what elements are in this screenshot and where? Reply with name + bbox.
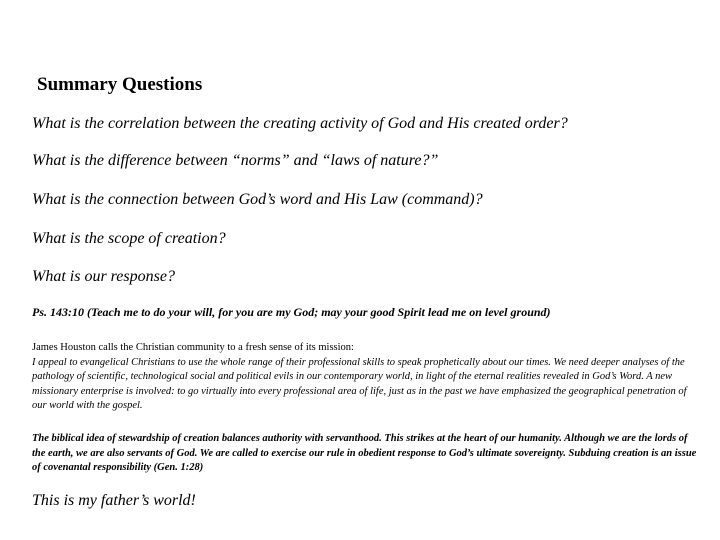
question-our-response: What is our response? bbox=[32, 268, 175, 285]
question-scope-of-creation: What is the scope of creation? bbox=[32, 230, 226, 247]
question-correlation: What is the correlation between the creating activity of God and His created order? bbox=[32, 115, 568, 132]
houston-paragraph bbox=[32, 341, 702, 414]
stewardship-paragraph: The biblical idea of stewardship of creation balances authority with servanthood. This strikes at the heart of our humanity. Although we are the lords of the earth, we are also servants of God. We are called to exercise our rule in obedient response to God’s ultimate sovereignty. Subduing creation is an issue of covenantal responsibility (Gen. 1:28) bbox=[32, 433, 697, 473]
question-norms-vs-laws: What is the difference between “norms” and “laws of nature?” bbox=[32, 152, 439, 169]
houston-intro: James Houston calls the Christian community to a fresh sense of its mission: bbox=[32, 342, 354, 353]
closing-statement: This is my father’s world! bbox=[32, 492, 196, 509]
question-word-and-law: What is the connection between God’s word and His Law (command)? bbox=[32, 191, 483, 208]
houston-quote: I appeal to evangelical Christians to use the whole range of their professional skills to speak prophetically about our times. We need deeper analyses of the pathology of scientific, technological social and political evils in our contemporary world, in light of the eternal realities revealed in God’s Word. A new missionary enterprise is involved: to go virtually into every professional area of life, just as in the past we have emphasized the geographical penetration of our world with the gospel. bbox=[32, 356, 687, 411]
psalm-verse: Ps. 143:10 (Teach me to do your will, for you are my God; may your good Spirit lead me on level ground) bbox=[32, 305, 551, 319]
slide-title: Summary Questions bbox=[37, 74, 203, 95]
